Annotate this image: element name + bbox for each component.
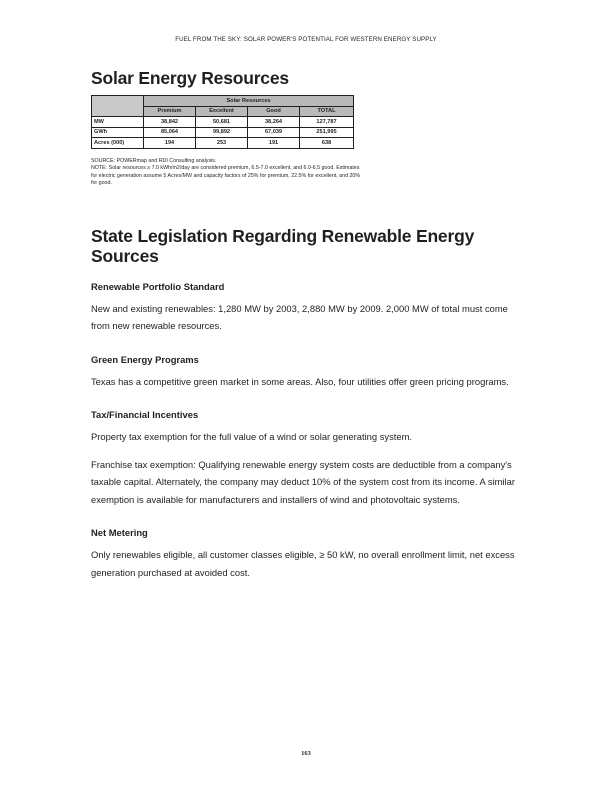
- table-cell: 38,264: [248, 117, 300, 128]
- table-cell: 67,039: [248, 127, 300, 138]
- table-group-header: Solar Resources: [144, 96, 354, 107]
- green-energy-heading: Green Energy Programs: [91, 353, 199, 365]
- table-cell: 194: [144, 138, 196, 149]
- row-label: GWh: [92, 127, 144, 138]
- row-label: MW: [92, 117, 144, 128]
- running-header: FUEL FROM THE SKY: SOLAR POWER'S POTENTIAL FOR WESTERN ENERGY SUPPLY: [175, 36, 437, 43]
- table-notes: [91, 158, 361, 188]
- solar-resources-table: [91, 95, 354, 149]
- table-cell: 251,995: [300, 127, 354, 138]
- rps-text: New and existing renewables: 1,280 MW by 2003, 2,880 MW by 2009. 2,000 MW of total must come from new renewable resources.: [91, 302, 508, 332]
- table-row: [92, 117, 354, 128]
- table-cell: 50,681: [196, 117, 248, 128]
- table-cell: 85,064: [144, 127, 196, 138]
- table-corner: [92, 96, 144, 107]
- tax-incentives-heading: Tax/Financial Incentives: [91, 409, 199, 421]
- table-corner-lower: [92, 106, 144, 117]
- page-number: 163: [301, 750, 311, 757]
- table-row: [92, 138, 354, 149]
- page-content: [91, 68, 521, 581]
- table-cell: 99,892: [196, 127, 248, 138]
- green-energy-text: Texas has a competitive green market in some areas. Also, four utilities offer green pricing programs.: [91, 375, 509, 387]
- franchise-tax-text: Franchise tax exemption: Qualifying renewable energy system costs are deductible from a company's taxable capital. Alternately, the company may deduct 10% of the system cost from its income. A similar exemption is available for manufacturers and installers of wind and photovoltaic systems.: [91, 458, 515, 505]
- table-cell: 191: [248, 138, 300, 149]
- table-source: SOURCE: POWERmap and RDI Consulting analysis.: [91, 157, 217, 164]
- legislation-section-title: State Legislation Regarding Renewable Energy Sources: [91, 225, 475, 266]
- row-label: Acres (000): [92, 138, 144, 149]
- table-note: NOTE: Solar resources ≥ 7.0 kWh/m2/day are considered premium, 6.5-7.0 excellent, and 6.0-6.5 good. Estimates for electric generation assume 5 Acres/MW and capacity factors of 25% for premium, 22.5% for excellent, and 20% for good.: [91, 165, 361, 187]
- solar-section-title: Solar Energy Resources: [91, 68, 289, 88]
- column-header: Premium: [144, 106, 196, 117]
- net-metering-text: Only renewables eligible, all customer classes eligible, ≥ 50 kW, no overall enrollment limit, net excess generation purchased at avoided cost.: [91, 549, 515, 578]
- net-metering-heading: Net Metering: [91, 527, 148, 539]
- column-header: Excellent: [196, 106, 248, 117]
- table-cell: 38,842: [144, 117, 196, 128]
- property-tax-text: Property tax exemption for the full value of a wind or solar generating system.: [91, 431, 412, 443]
- column-header: TOTAL: [300, 106, 354, 117]
- table-row: [92, 127, 354, 138]
- rps-heading: Renewable Portfolio Standard: [91, 280, 225, 292]
- column-header: Good: [248, 106, 300, 117]
- table-cell: 127,787: [300, 117, 354, 128]
- table-cell: 638: [300, 138, 354, 149]
- table-cell: 253: [196, 138, 248, 149]
